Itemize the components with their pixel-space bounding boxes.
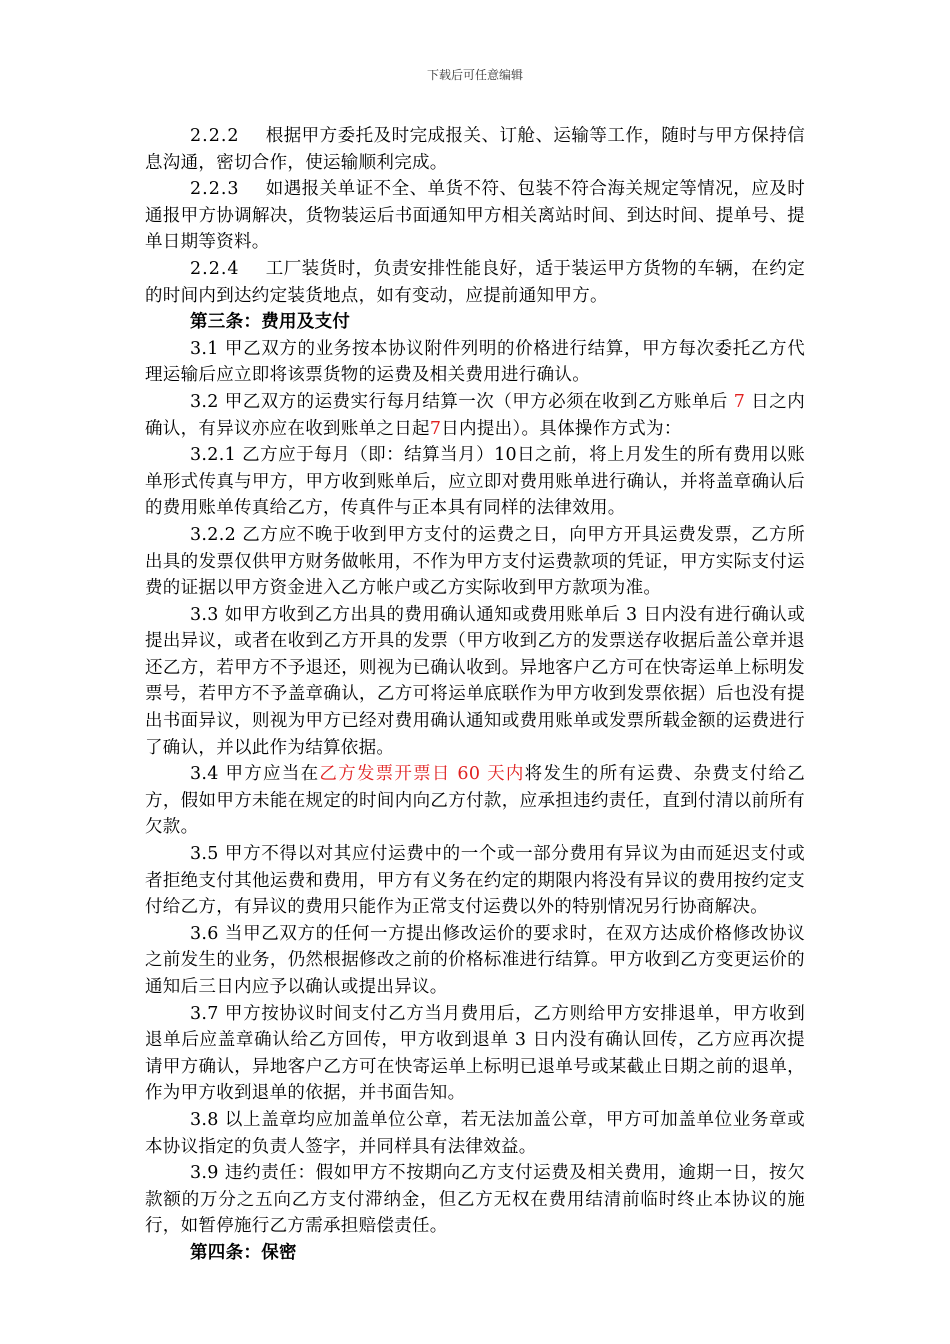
- clause-number: 2.2.2: [190, 126, 240, 146]
- clause-2-2-3: [145, 176, 805, 256]
- clause-3-6: 3.6 当甲乙双方的任何一方提出修改运价的要求时，在双方达成价格修改协议之前发生的业务，仍然根据修改之前的价格标准进行结算。甲方收到乙方变更运价的通知后三日内应予以确认或提出异议。: [145, 923, 805, 997]
- clause-text: 工厂装货时，负责安排性能良好，适于装运甲方货物的车辆，在约定的时间内到达约定装货地点，如有变动，应提前通知甲方。: [145, 258, 805, 306]
- highlight-days: 7: [733, 391, 746, 412]
- clause-2-2-2: [145, 123, 805, 176]
- clause-text: 3.2 甲乙双方的运费实行每月结算一次（甲方必须在收到乙方账单后: [190, 391, 734, 412]
- article-4-heading: 第四条：保密: [190, 1242, 297, 1263]
- clause-text: 日内提出）。具体操作方式为：: [441, 418, 682, 439]
- clause-3-2-2: 3.2.2 乙方应不晚于收到甲方支付的运费之日，向甲方开具运费发票，乙方所出具的发票仅供甲方财务做帐用，不作为甲方支付运费款项的凭证，甲方实际支付运费的证据以甲方资金进入乙方帐户或乙方实际收到甲方款项为准。: [145, 524, 806, 599]
- clause-3-1: 3.1 甲乙双方的业务按本协议附件列明的价格进行结算，甲方每次委托乙方代理运输后应立即将该票货物的运费及相关费用进行确认。: [145, 338, 805, 386]
- clause-text: 根据甲方委托及时完成报关、订舱、运输等工作，随时与甲方保持信息沟通，密切合作，使运输顺利完成。: [145, 126, 805, 173]
- clause-3-9: 3.9 违约责任：假如甲方不按期向乙方支付运费及相关费用，逾期一日，按欠款额的万分之五向乙方支付滞纳金，但乙方无权在费用结清前临时终止本协议的施行，如暂停施行乙方需承担赔偿责任。: [145, 1163, 805, 1237]
- clause-3-4: [145, 761, 805, 841]
- clause-3-7: 3.7 甲方按协议时间支付乙方当月费用后，乙方则给甲方安排退单，甲方收到退单后应盖章确认给乙方回传，甲方收到退单 3 日内没有确认回传，乙方应再次提请甲方确认，异地客户乙方可在快寄运单上标明已退单号或某截止日期之前的退单，作为甲方收到退单的依据，并书面告知。: [145, 1003, 805, 1104]
- highlight-days: 7: [429, 418, 442, 439]
- clause-3-5: 3.5 甲方不得以对其应付运费中的一个或一部分费用有异议为由而延迟支付或者拒绝支付其他运费和费用，甲方有义务在约定的期限内将没有异议的费用按约定支付给乙方，有异议的费用只能作为正常支付运费以外的特别情况另行协商解决。: [145, 844, 805, 918]
- clause-text: 如遇报关单证不全、单货不符、包装不符合海关规定等情况，应及时通报甲方协调解决，货物装运后书面通知甲方相关离站时间、到达时间、提单号、提单日期等资料。: [145, 179, 805, 253]
- clause-number: 2.2.4: [190, 258, 240, 279]
- clause-3-3: 3.3 如甲方收到乙方出具的费用确认通知或费用账单后 3 日内没有进行确认或提出异议，或者在收到乙方开具的发票（甲方收到乙方的发票送存收据后盖公章并退还乙方，若甲方不予退还，则视为已确认收到。异地客户乙方可在快寄运单上标明发票号，若甲方不予盖章确认，乙方可将运单底联作为甲方收到发票依据）后也没有提出书面异议，则视为甲方已经对费用确认通知或费用账单或发票所载金额的运费进行了确认，并以此作为结算依据。: [145, 604, 805, 758]
- highlight-deadline: 乙方发票开票日 60 天内: [319, 764, 525, 785]
- page-header: 下载后可任意编辑: [426, 68, 523, 82]
- clause-number: 2.2.3: [190, 179, 240, 200]
- clause-3-2: [145, 389, 805, 442]
- clause-3-2-1: 3.2.1 乙方应于每月（即：结算当月）10日之前，将上月发生的所有费用以账单形式传真与甲方，甲方收到账单后，应立即对费用账单进行确认，并将盖章确认后的费用账单传真给乙方，传真件与正本具有同样的法律效用。: [145, 445, 805, 519]
- clause-text: 将发生的所有运费、杂费支付给乙方，假如甲方未能在规定的时间内向乙方付款，应承担违约责任，直到付清以前所有欠款。: [145, 764, 806, 838]
- article-3-heading: 第三条：费用及支付: [190, 312, 351, 333]
- clause-2-2-4: [145, 256, 805, 309]
- clause-text: 3.4 甲方应当在: [190, 764, 320, 785]
- clause-3-8: 3.8 以上盖章均应加盖单位公章，若无法加盖公章，甲方可加盖单位业务章或本协议指定的负责人签字，并同样具有法律效益。: [145, 1109, 805, 1157]
- clause-text: 日之内确认，有异议亦应在收到账单之日起: [145, 391, 805, 439]
- document-body: [145, 123, 805, 1267]
